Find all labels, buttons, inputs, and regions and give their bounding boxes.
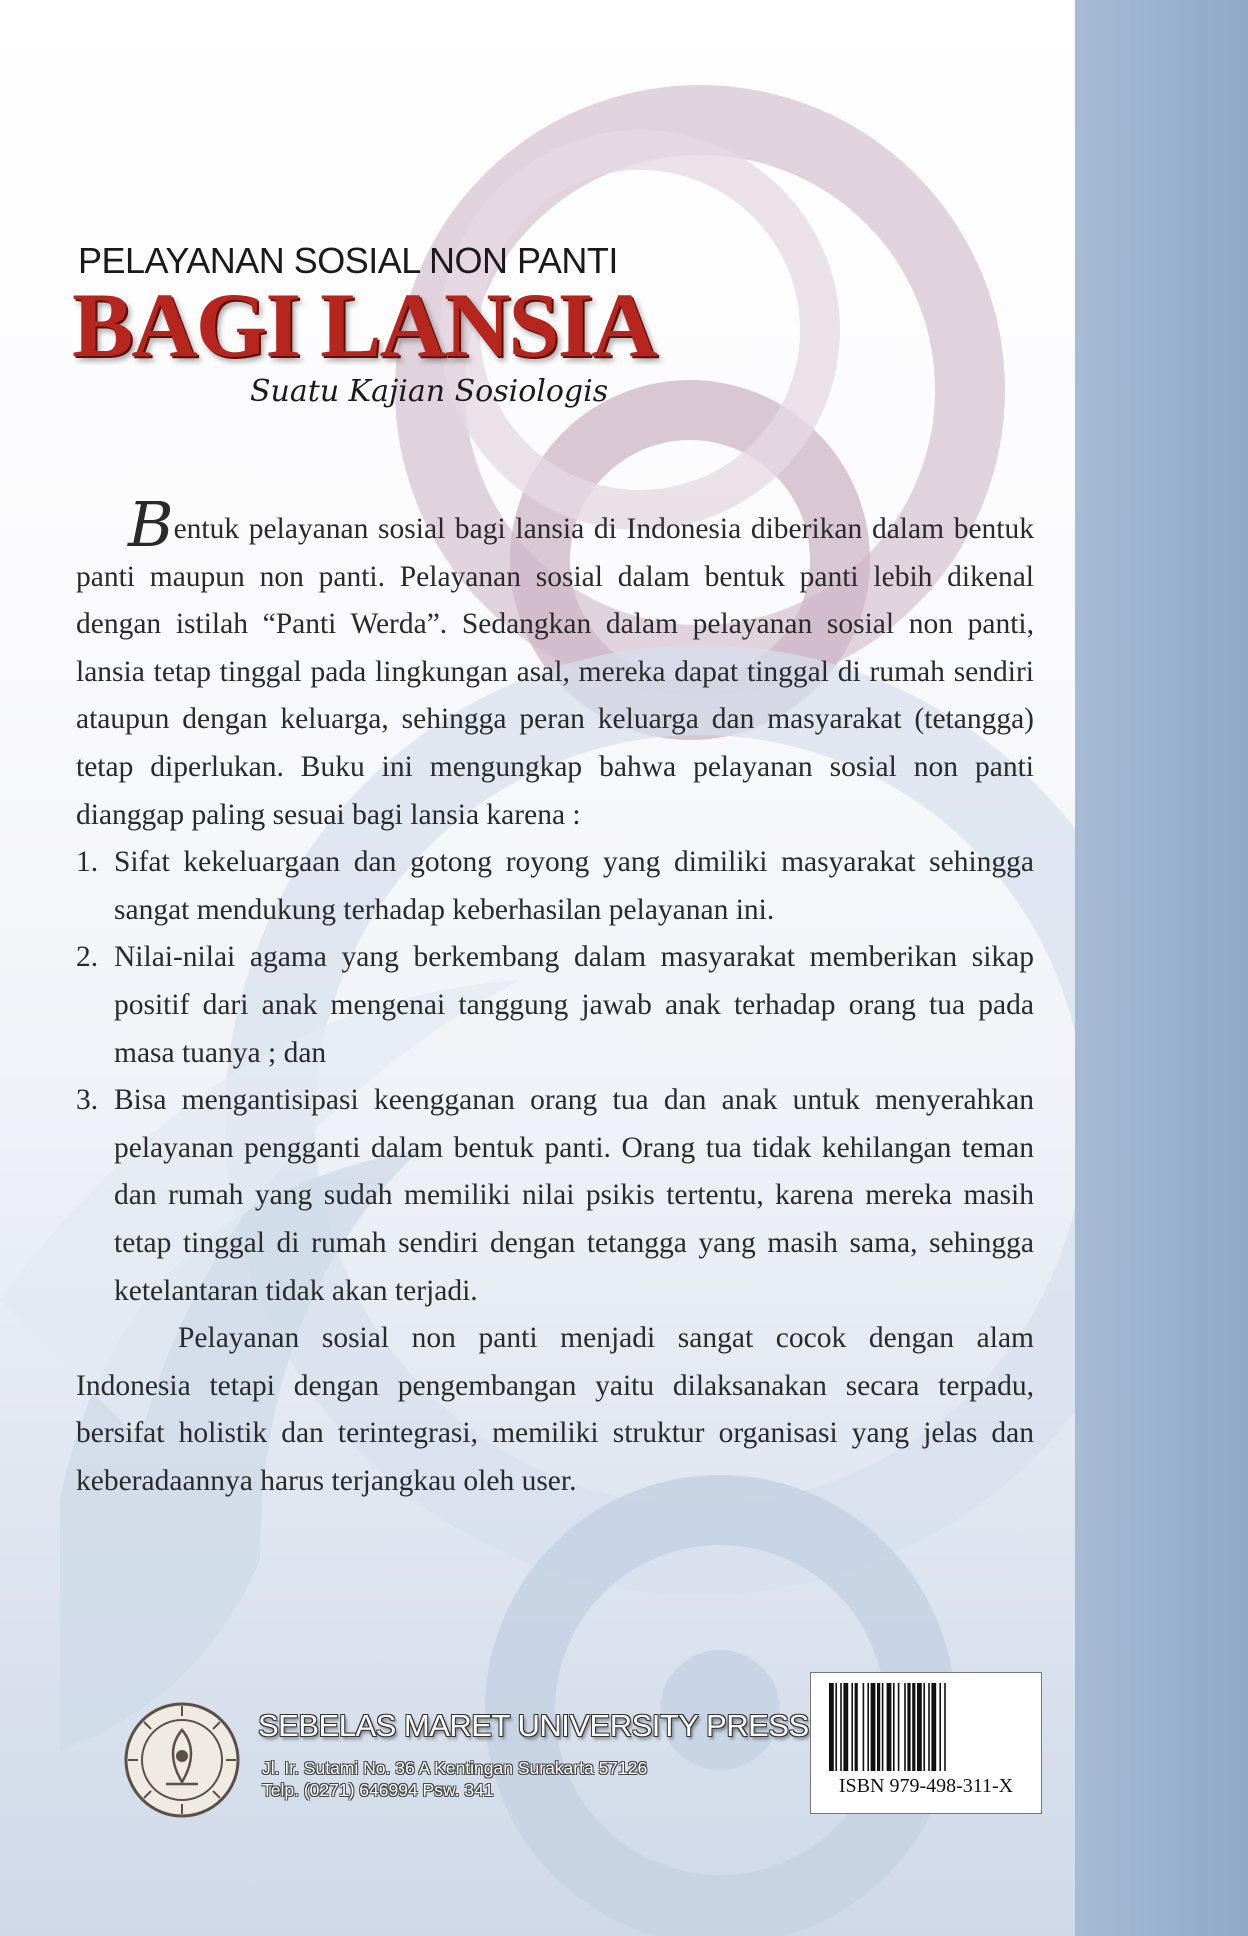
book-subtitle: Suatu Kajian Sosiologis <box>250 374 609 409</box>
list-item <box>76 839 1034 934</box>
list-item-text: Bisa mengantisipasi keengganan orang tua dan anak untuk menyerahkan pelayanan pengganti dalam bentuk panti. Orang tua tidak kehilangan teman dan rumah yang sudah memiliki nilai psikis tertentu, karena mereka masih tetap tinggal di rumah sendiri dengan tetangga yang masih sama, sehingga ketelantaran tidak akan terjadi. <box>114 1084 1034 1307</box>
closing-paragraph: Pelayanan sosial non panti menjadi sangat cocok dengan alam Indonesia tetapi dengan pengembangan yaitu dilaksanakan secara terpadu, bersifat holistik dan terintegrasi, memiliki struktur organisasi yang jelas dan keberadaannya harus terjangkau oleh user. <box>76 1322 1034 1497</box>
list-item <box>76 934 1034 1077</box>
university-seal-icon <box>122 1700 242 1820</box>
list-item-text: Nilai-nilai agama yang berkembang dalam masyarakat memberikan sikap positif dari anak mengenai tanggung jawab anak terhadap orang tua pada masa tuanya ; dan <box>114 941 1034 1069</box>
isbn-number: ISBN 979-498-311-X <box>838 1775 1014 1797</box>
intro-paragraph <box>76 488 1034 839</box>
list-item <box>76 1077 1034 1315</box>
intro-text: entuk pelayanan sosial bagi lansia di Indonesia diberikan dalam bentuk panti maupun non panti. Pelayanan sosial dalam bentuk panti lebih dikenal dengan istilah “Panti Werda”. Sedangkan dalam pelayanan sosial non panti, lansia tetap tinggal pada lingkungan asal, mereka dapat tinggal di rumah sendiri ataupun dengan keluarga, sehingga peran keluarga dan masyarakat (tetangga) tetap diperlukan. Buku ini mengungkap bahwa pelayanan sosial non panti dianggap paling sesuai bagi lansia karena : <box>76 513 1034 831</box>
synopsis <box>76 488 1034 1505</box>
publisher-phone: Telp. (0271) 646994 Psw. 341 <box>262 1780 494 1800</box>
list-item-text: Sifat kekeluargaan dan gotong royong yang dimiliki masyarakat sehingga sangat mendukung terhadap keberhasilan pelayanan ini. <box>114 846 1034 926</box>
book-title: BAGI LANSIA <box>72 274 656 376</box>
list-number: 3. <box>76 1084 99 1117</box>
reasons-list <box>76 839 1034 1315</box>
publisher-address: Jl. Ir. Sutami No. 36 A Kentingan Surakarta 57126 <box>262 1758 648 1778</box>
spine-strip <box>1075 0 1248 1936</box>
barcode-icon <box>825 1681 1025 1773</box>
publisher-block <box>122 1700 809 1850</box>
list-number: 1. <box>76 846 99 879</box>
drop-cap: B <box>128 488 174 561</box>
list-number: 2. <box>76 941 99 974</box>
isbn-barcode-block <box>810 1672 1042 1814</box>
series-title: PELAYANAN SOSIAL NON PANTI <box>78 240 618 281</box>
publisher-name: SEBELAS MARET UNIVERSITY PRESS <box>258 1708 809 1743</box>
